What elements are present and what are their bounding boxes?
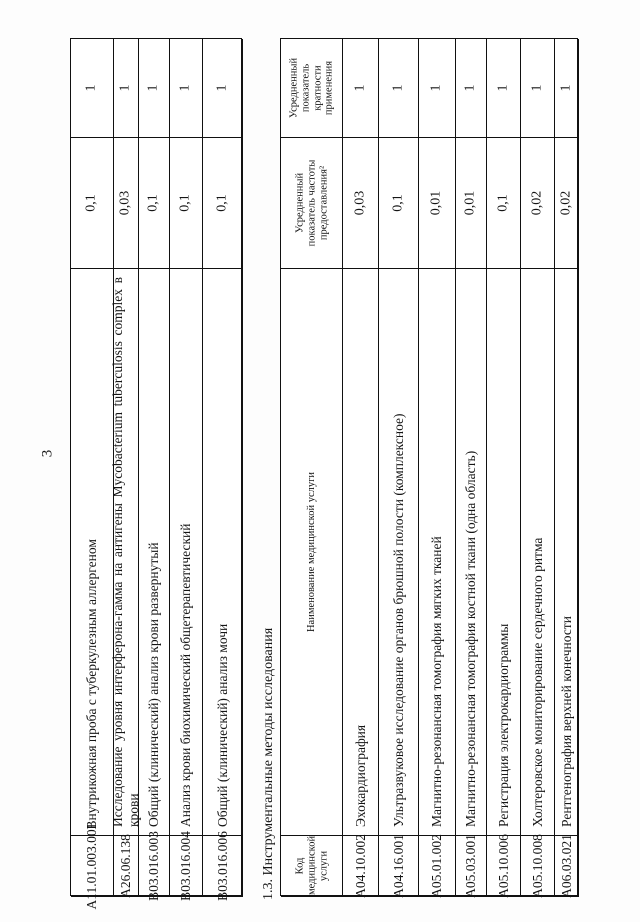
mult-cell: 1 <box>390 84 406 92</box>
freq-cell: 0,03 <box>352 190 368 216</box>
table-row <box>456 836 487 897</box>
name-cell: Регистрация электрокардиограммы <box>495 623 511 827</box>
mult-cell: 1 <box>214 84 230 92</box>
freq-cell: 0,1 <box>495 194 511 212</box>
freq-cell: 0,01 <box>428 190 444 216</box>
mult-cell: 1 <box>462 84 478 92</box>
code-cell: A05.01.002 <box>429 834 445 898</box>
freq-cell: 0,02 <box>558 190 574 216</box>
code-cell: A06.03.021 <box>558 834 574 898</box>
freq-cell: 0,03 <box>117 190 133 216</box>
table-row <box>487 836 521 897</box>
name-cell: Анализ крови биохимический общетерапевтический <box>178 523 194 827</box>
code-cell: A04.16.001 <box>390 834 406 898</box>
code-cell: B03.016.004 <box>178 831 194 901</box>
name-cell: Холтеровское мониторирование сердечного ритма <box>529 537 545 827</box>
mult-cell: 1 <box>529 84 545 92</box>
freq-cell: 0,1 <box>214 194 230 212</box>
freq-cell: 0,01 <box>462 190 478 216</box>
table-lab-tests <box>70 38 242 910</box>
table-row <box>203 831 243 901</box>
name-cell: Исследование уровня интерферона-гамма на антигены Mycobacterium tuberculosis complex в крови <box>110 277 141 827</box>
table-row <box>343 836 379 897</box>
mult-cell: 1 <box>558 84 574 92</box>
table-row <box>114 836 139 897</box>
table-row <box>71 269 114 836</box>
freq-cell: 0,02 <box>529 190 545 216</box>
mult-cell: 1 <box>352 84 368 92</box>
page-number: 3 <box>39 449 56 458</box>
freq-cell: 0,1 <box>390 194 406 212</box>
mult-cell: 1 <box>495 84 511 92</box>
name-cell: Магнитно-резонансная томография костной ткани (одна область) <box>463 450 479 827</box>
freq-cell: 0,1 <box>177 194 193 212</box>
header-freq: Усредненный показатель частоты предоставления² <box>293 159 329 247</box>
freq-cell: 0,1 <box>145 194 161 212</box>
table-instrumental <box>280 38 578 896</box>
code-cell: A11.01.003.001 <box>84 822 100 910</box>
table-row <box>170 831 203 901</box>
name-cell: Ультразвуковое исследование органов брюшной полости (комплексное) <box>390 413 406 827</box>
section-title <box>256 530 282 900</box>
mult-cell: 1 <box>145 84 161 92</box>
section-title-text: 1.3. Инструментальные методы исследования <box>261 627 276 900</box>
table-row <box>419 836 456 897</box>
code-cell: A04.10.002 <box>352 834 368 898</box>
table-row <box>555 836 579 897</box>
name-cell: Общий (клинический) анализ крови развернутый <box>146 542 162 827</box>
code-cell: A05.10.006 <box>495 834 511 898</box>
name-cell: Эхокардиография <box>352 724 368 827</box>
code-cell: B03.016.006 <box>214 831 230 901</box>
table-row <box>521 836 555 897</box>
table-row <box>139 831 170 901</box>
mult-cell: 1 <box>428 84 444 92</box>
name-cell: Внутрикожная проба с туберкулезным аллергеном <box>84 539 100 830</box>
table-row <box>71 822 114 910</box>
table-row <box>379 836 419 897</box>
mult-cell: 1 <box>117 84 133 92</box>
code-cell: A26.06.138 <box>118 834 134 898</box>
header-mult: Усредненный показатель кратности применения <box>288 57 335 119</box>
name-cell: Рентгенография верхней конечности <box>558 616 574 827</box>
header-name: Наименование медицинской услуги <box>305 471 317 633</box>
freq-cell: 0,1 <box>83 194 99 212</box>
mult-cell: 1 <box>83 84 99 92</box>
code-cell: A05.03.001 <box>463 834 479 898</box>
mult-cell: 1 <box>177 84 193 92</box>
name-cell: Общий (клинический) анализ мочи <box>214 623 230 827</box>
code-cell: A05.10.008 <box>529 834 545 898</box>
name-cell: Магнитно-резонансная томография мягких тканей <box>429 536 445 827</box>
header-code: Код медицинской услуги <box>293 835 329 895</box>
code-cell: B03.016.003 <box>146 831 162 901</box>
